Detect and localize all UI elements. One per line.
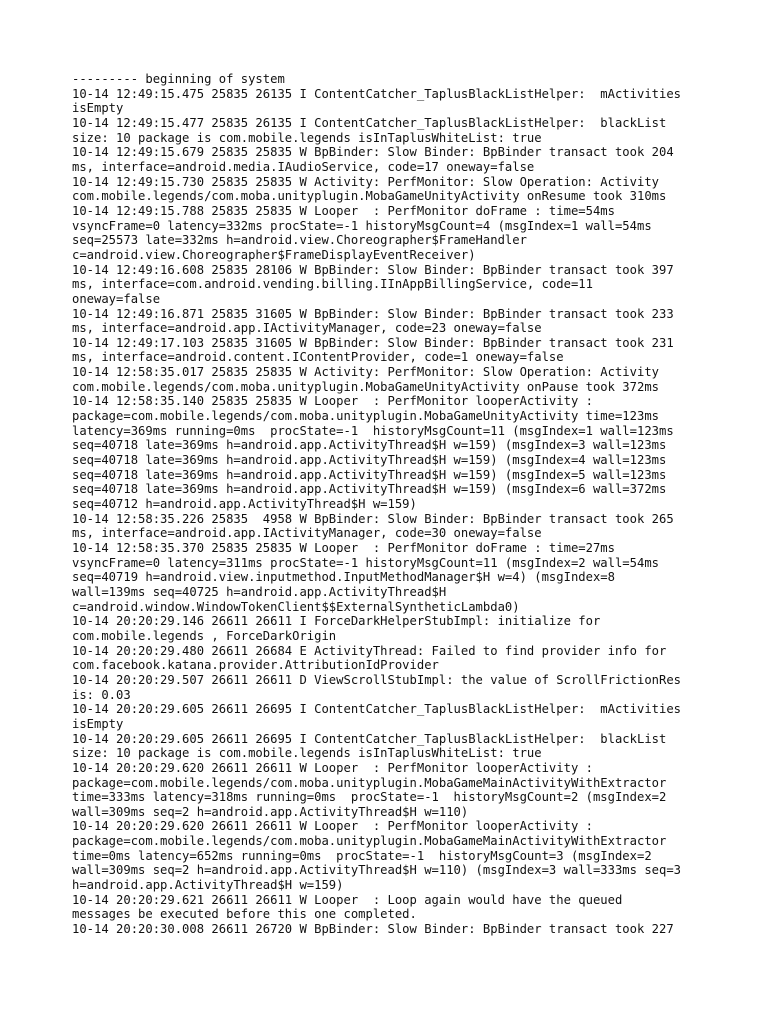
log-line: 10-14 12:49:15.788 25835 25835 W Looper : PerfMonitor doFrame : time=54ms xyxy=(72,203,615,218)
log-line: seq=40718 late=369ms h=android.app.ActivityThread$H w=159) (msgIndex=4 wall=123ms xyxy=(72,453,667,468)
log-line: messages be executed before this one completed. xyxy=(72,907,417,922)
log-line: c=android.view.Choreographer$FrameDisplayEventReceiver) xyxy=(72,247,476,262)
log-line: ms, interface=android.media.IAudioService, code=17 oneway=false xyxy=(72,159,535,174)
log-line: com.facebook.katana.provider.AttributionIdProvider xyxy=(72,658,439,673)
log-line: latency=369ms running=0ms procState=-1 historyMsgCount=11 (msgIndex=1 wall=123ms xyxy=(72,423,674,438)
log-line: wall=309ms seq=2 h=android.app.ActivityThread$H w=110) (msgIndex=3 wall=333ms seq=3 xyxy=(72,863,682,878)
log-lines xyxy=(72,72,712,937)
log-line: 10-14 20:20:30.008 26611 26720 W BpBinder: Slow Binder: BpBinder transact took 227 xyxy=(72,922,674,937)
log-line: seq=25573 late=332ms h=android.view.Choreographer$FrameHandler xyxy=(72,233,527,248)
log-line: seq=40718 late=369ms h=android.app.ActivityThread$H w=159) (msgIndex=3 wall=123ms xyxy=(72,438,667,453)
log-line: --------- beginning of system xyxy=(72,72,285,86)
log-line: isEmpty xyxy=(72,101,124,116)
log-document xyxy=(72,72,712,937)
log-line: com.mobile.legends/com.moba.unityplugin.MobaGameUnityActivity onPause took 372ms xyxy=(72,379,659,394)
log-line: 10-14 12:58:35.226 25835 4958 W BpBinder: Slow Binder: BpBinder transact took 265 xyxy=(72,511,674,526)
log-line: vsyncFrame=0 latency=332ms procState=-1 historyMsgCount=4 (msgIndex=1 wall=54ms xyxy=(72,218,652,233)
log-line: time=0ms latency=652ms running=0ms procState=-1 historyMsgCount=3 (msgIndex=2 xyxy=(72,848,652,863)
log-line: package=com.mobile.legends/com.moba.unityplugin.MobaGameMainActivityWithExtractor xyxy=(72,834,667,849)
log-line: seq=40718 late=369ms h=android.app.ActivityThread$H w=159) (msgIndex=5 wall=123ms xyxy=(72,467,667,482)
log-line: 10-14 20:20:29.605 26611 26695 I ContentCatcher_TaplusBlackListHelper: blackList xyxy=(72,731,667,746)
log-line: 10-14 12:58:35.370 25835 25835 W Looper : PerfMonitor doFrame : time=27ms xyxy=(72,541,615,555)
log-line: 10-14 12:49:15.477 25835 26135 I ContentCatcher_TaplusBlackListHelper: blackList xyxy=(72,115,667,130)
log-line: seq=40718 late=369ms h=android.app.ActivityThread$H w=159) (msgIndex=6 wall=372ms xyxy=(72,482,667,497)
log-line: is: 0.03 xyxy=(72,687,131,702)
log-line: vsyncFrame=0 latency=311ms procState=-1 historyMsgCount=11 (msgIndex=2 wall=54ms xyxy=(72,555,659,570)
log-line: com.mobile.legends/com.moba.unityplugin.MobaGameUnityActivity onResume took 310ms xyxy=(72,189,667,204)
log-line: seq=40719 h=android.view.inputmethod.InputMethodManager$H w=4) (msgIndex=8 xyxy=(72,570,615,585)
log-line: 10-14 20:20:29.480 26611 26684 E ActivityThread: Failed to find provider info for xyxy=(72,643,667,658)
log-line: package=com.mobile.legends/com.moba.unityplugin.MobaGameMainActivityWithExtractor xyxy=(72,775,667,790)
log-line: 10-14 20:20:29.507 26611 26611 D ViewScrollStubImpl: the value of ScrollFrictionRes xyxy=(72,672,682,687)
log-line: 10-14 12:58:35.140 25835 25835 W Looper : PerfMonitor looperActivity : xyxy=(72,394,593,409)
log-line: wall=139ms seq=40725 h=android.app.ActivityThread$H xyxy=(72,584,447,599)
log-line: package=com.mobile.legends/com.moba.unityplugin.MobaGameUnityActivity time=123ms xyxy=(72,409,659,424)
log-line: 10-14 12:49:16.608 25835 28106 W BpBinder: Slow Binder: BpBinder transact took 397 xyxy=(72,262,674,277)
log-line: time=333ms latency=318ms running=0ms procState=-1 historyMsgCount=2 (msgIndex=2 xyxy=(72,790,667,805)
log-line: ms, interface=android.app.IActivityManager, code=23 oneway=false xyxy=(72,321,542,336)
log-line: 10-14 12:58:35.017 25835 25835 W Activity: PerfMonitor: Slow Operation: Activity xyxy=(72,365,659,380)
log-line: ms, interface=android.content.IContentProvider, code=1 oneway=false xyxy=(72,350,564,365)
log-line: seq=40712 h=android.app.ActivityThread$H w=159) xyxy=(72,497,417,512)
log-line: 10-14 12:49:15.730 25835 25835 W Activity: PerfMonitor: Slow Operation: Activity xyxy=(72,174,659,189)
log-line: 10-14 12:49:15.679 25835 25835 W BpBinder: Slow Binder: BpBinder transact took 204 xyxy=(72,145,674,160)
log-line: 10-14 12:49:15.475 25835 26135 I ContentCatcher_TaplusBlackListHelper: mActivities xyxy=(72,86,682,101)
log-line: h=android.app.ActivityThread$H w=159) xyxy=(72,878,344,893)
log-line: wall=309ms seq=2 h=android.app.ActivityThread$H w=110) xyxy=(72,804,469,819)
log-line: oneway=false xyxy=(72,291,161,306)
log-line: isEmpty xyxy=(72,716,124,731)
log-line: size: 10 package is com.mobile.legends isInTaplusWhiteList: true xyxy=(72,746,542,761)
log-line: 10-14 20:20:29.620 26611 26611 W Looper : PerfMonitor looperActivity : xyxy=(72,819,593,834)
log-line: 10-14 20:20:29.621 26611 26611 W Looper : Loop again would have the queued xyxy=(72,892,623,907)
log-line: 10-14 12:49:17.103 25835 31605 W BpBinder: Slow Binder: BpBinder transact took 231 xyxy=(72,335,674,350)
log-line: com.mobile.legends , ForceDarkOrigin xyxy=(72,628,337,643)
log-line: ms, interface=com.android.vending.billing.IInAppBillingService, code=11 xyxy=(72,277,593,292)
log-line: 10-14 12:49:16.871 25835 31605 W BpBinder: Slow Binder: BpBinder transact took 233 xyxy=(72,306,674,321)
log-line: 10-14 20:20:29.620 26611 26611 W Looper : PerfMonitor looperActivity : xyxy=(72,760,593,775)
log-line: 10-14 20:20:29.146 26611 26611 I ForceDarkHelperStubImpl: initialize for xyxy=(72,614,601,629)
log-line: size: 10 package is com.mobile.legends isInTaplusWhiteList: true xyxy=(72,130,542,145)
log-line: c=android.window.WindowTokenClient$$ExternalSyntheticLambda0) xyxy=(72,599,520,614)
log-line: 10-14 20:20:29.605 26611 26695 I ContentCatcher_TaplusBlackListHelper: mActivities xyxy=(72,702,682,717)
log-line: ms, interface=android.app.IActivityManager, code=30 oneway=false xyxy=(72,526,542,541)
